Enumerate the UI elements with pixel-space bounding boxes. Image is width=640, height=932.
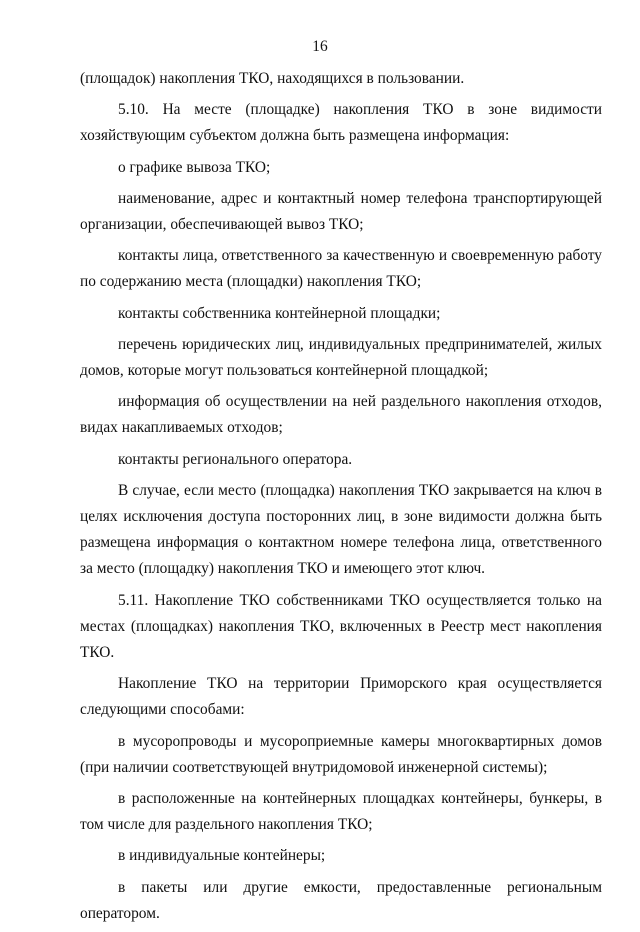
list-item-carrier: наименование, адрес и контактный номер телефона транспортирующей организации, обеспечивающей вывоз ТКО; (80, 189, 602, 234)
document-body (80, 66, 602, 932)
list-item-owner-contacts: контакты собственника контейнерной площадки; (118, 304, 441, 322)
list-item-regional-operator: контакты регионального оператора. (118, 450, 353, 468)
list-item-users-list: перечень юридических лиц, индивидуальных предпринимателей, жилых домов, которые могут пользоваться контейнерной площадкой; (80, 335, 602, 380)
paragraph-locked-site: В случае, если место (площадка) накопления ТКО закрывается на ключ в целях исключения доступа посторонних лиц, в зоне видимости должна быть размещена информация о контактном номере телефона лица, ответственного за место (площадку) накопления ТКО и имеющего этот ключ. (80, 481, 602, 578)
list-item-schedule: о графике вывоза ТКО; (118, 158, 271, 176)
page-number: 16 (312, 38, 328, 55)
list-item-container-sites: в расположенные на контейнерных площадках контейнеры, бункеры, в том числе для раздельного накопления ТКО; (80, 790, 602, 834)
list-item-garbage-chutes: в мусоропроводы и мусороприемные камеры многоквартирных домов (при наличии соответствующей внутридомовой инженерной системы); (80, 732, 602, 776)
paragraph-continuation: (площадок) накопления ТКО, находящихся в пользовании. (80, 70, 465, 87)
paragraph-5-10: 5.10. На месте (площадке) накопления ТКО в зоне видимости хозяйствующим субъектом должна быть размещена информация: (80, 101, 602, 145)
list-item-separate-collection: информация об осуществлении на ней раздельного накопления отходов, видах накапливаемых отходов; (80, 393, 602, 437)
paragraph-methods-intro: Накопление ТКО на территории Приморского края осуществляется следующими способами: (80, 675, 602, 719)
list-item-bags: в пакеты или другие емкости, предоставленные региональным оператором. (80, 878, 602, 922)
paragraph-5-11: 5.11. Накопление ТКО собственниками ТКО осуществляется только на местах (площадках) накопления ТКО, включенных в Реестр мест накопления ТКО. (80, 591, 602, 662)
list-item-individual-containers: в индивидуальные контейнеры; (118, 847, 326, 865)
list-item-responsible-contacts: контакты лица, ответственного за качественную и своевременную работу по содержанию места (площадки) накопления ТКО; (80, 247, 602, 291)
